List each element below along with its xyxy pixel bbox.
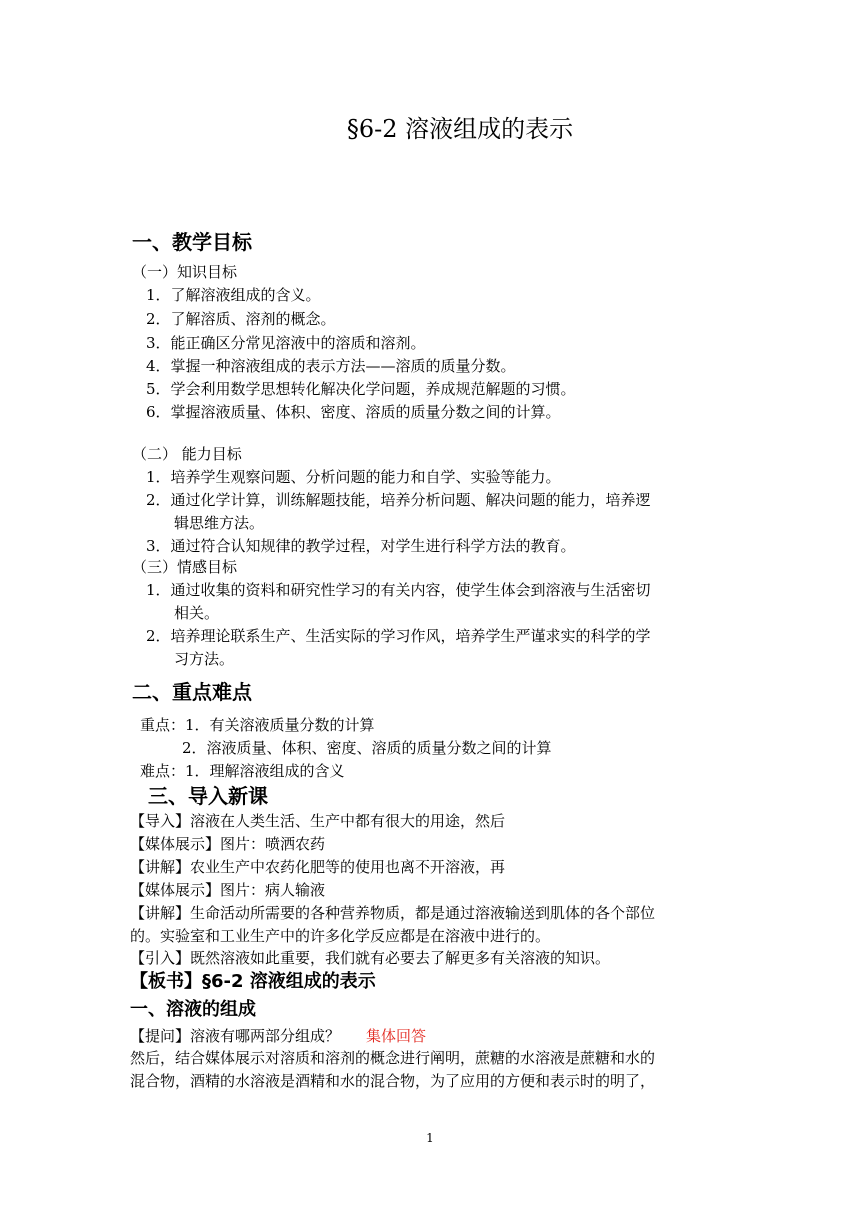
list-item-continuation: 相关。 [174,604,220,622]
list-item: 2．通过化学计算，训练解题技能，培养分析问题、解决问题的能力，培养逻 [146,491,651,509]
lesson-line: 【媒体展示】图片：病人输液 [130,881,326,899]
key-point-line: 2．溶液质量、体积、密度、溶质的质量分数之间的计算 [182,739,552,757]
subheading-emotion-goals: （三）情感目标 [132,558,238,576]
lesson-line: 【引入】既然溶液如此重要，我们就有必要去了解更多有关溶液的知识。 [130,949,611,967]
lesson-line: 【媒体展示】图片：喷洒农药 [130,835,326,853]
lesson-line: 的。实验室和工业生产中的许多化学反应都是在溶液中进行的。 [130,927,551,945]
subheading-ability-goals: （二） 能力目标 [132,445,242,463]
lesson-line: 【讲解】生命活动所需要的各种营养物质，都是通过溶液输送到肌体的各个部位 [130,904,656,922]
section-heading-teaching-goals: 一、教学目标 [132,230,252,254]
question-text: 【提问】溶液有哪两部分组成？ [130,1027,341,1045]
page-number: 1 [426,1131,434,1145]
list-item-continuation: 习方法。 [174,650,235,668]
key-point-line: 重点：1．有关溶液质量分数的计算 [140,716,375,734]
list-item: 3．能正确区分常见溶液中的溶质和溶剂。 [146,334,426,352]
board-subheading: 一、溶液的组成 [130,999,256,1020]
document-title: §6-2 溶液组成的表示 [346,115,574,143]
question-line [130,1025,426,1047]
list-item: 1．了解溶液组成的含义。 [146,286,321,304]
section-heading-key-points: 二、重点难点 [132,680,252,704]
closing-line: 混合物，酒精的水溶液是酒精和水的混合物，为了应用的方便和表示时的明了， [130,1072,656,1090]
list-item: 4．掌握一种溶液组成的表示方法——溶质的质量分数。 [146,357,516,375]
difficulty-line: 难点：1．理解溶液组成的含义 [140,762,345,780]
list-item: 3．通过符合认知规律的教学过程，对学生进行科学方法的教育。 [146,537,576,555]
lesson-line: 【导入】溶液在人类生活、生产中都有很大的用途，然后 [130,812,506,830]
subheading-knowledge-goals: （一）知识目标 [132,263,238,281]
board-title: 【板书】§6-2 溶液组成的表示 [130,971,376,992]
lesson-line: 【讲解】农业生产中农药化肥等的使用也离不开溶液，再 [130,858,506,876]
section-heading-introduction: 三、导入新课 [148,784,268,808]
list-item: 6．掌握溶液质量、体积、密度、溶质的质量分数之间的计算。 [146,403,561,421]
closing-line: 然后，结合媒体展示对溶质和溶剂的概念进行阐明，蔗糖的水溶液是蔗糖和水的 [130,1049,656,1067]
list-item-continuation: 辑思维方法。 [174,514,265,532]
list-item: 1．培养学生观察问题、分析问题的能力和自学、实验等能力。 [146,468,561,486]
list-item: 5．学会利用数学思想转化解决化学问题，养成规范解题的习惯。 [146,380,576,398]
answer-note: 集体回答 [366,1027,427,1045]
list-item: 1．通过收集的资料和研究性学习的有关内容，使学生体会到溶液与生活密切 [146,581,651,599]
list-item: 2．了解溶质、溶剂的概念。 [146,310,336,328]
list-item: 2．培养理论联系生产、生活实际的学习作风，培养学生严谨求实的科学的学 [146,627,651,645]
